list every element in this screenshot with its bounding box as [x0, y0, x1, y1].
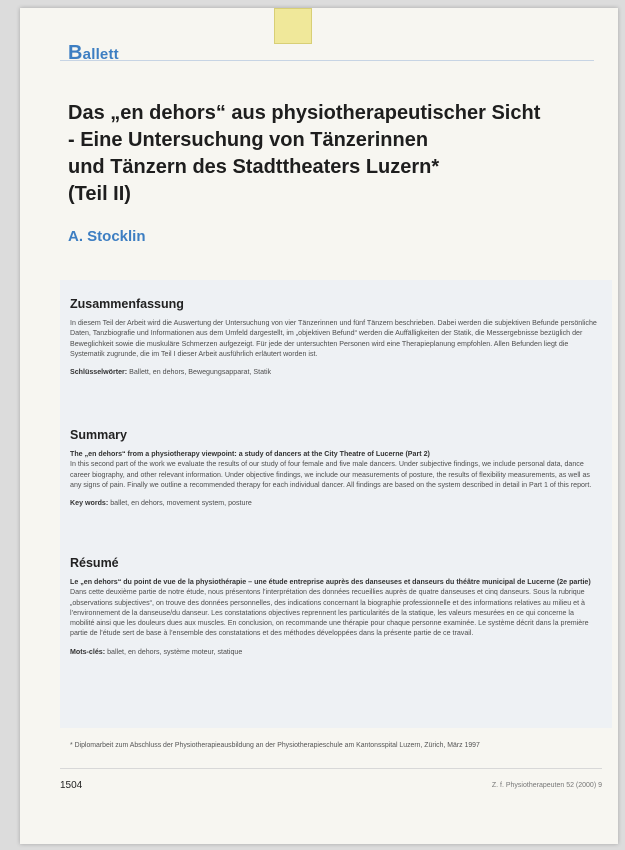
author: A. Stocklin: [68, 228, 146, 245]
footer-rule: [60, 768, 602, 769]
keywords-text: ballet, en dehors, movement system, posture: [108, 499, 252, 508]
resume-lead: Le „en dehors“ du point de vue de la physiothérapie – une étude entreprise auprès des danseuses et danseurs du théâtre municipal de Lucerne (2e partie): [70, 578, 591, 586]
resume-keywords: [70, 647, 600, 657]
resume-body: Dans cette deuxième partie de notre étude, nous présentons l’interprétation des données recueillies auprès de quatre danseuses et cinq danseurs. Sous la rubrique „observations subjectives“, on trouve des données personnelles, des indications concernant la biographie professionnelle et des informations relatives au milieu et à l’environnement de la danseuse/du danseur. Les constatations objectives reprennent les particularités de la statique, les valeurs mesurées en ce qui concerne la mobilité ainsi que les douleurs dues aux muscles. En conclusion, on recommande une thérapie pour chaque personne examinée. Le système décrit dans la première partie de l’étude sert de base à l’ensemble des constatations et des méthodes développées dans la présente partie de ce travail.: [70, 588, 589, 638]
journal-page: [20, 8, 618, 844]
zusammenfassung-body: In diesem Teil der Arbeit wird die Auswertung der Untersuchung von vier Tänzerinnen und fünf Tänzern beschrieben. Dabei werden die subjektiven Befunde persönliche Daten, Tanzbiografie und Informationen aus dem Umfeld dargestellt, im „objektiven Befund“ werden die Auffälligkeiten der Statik, die Messergebnisse bezüglich der Beweglichkeit sowie die muskuläre Schmerzen aufgezeigt. Für jede der untersuchten Personen wird eine Therapieplanung empfohlen. Allen Befunden liegt die Systematik zugrunde, die im Teil I dieser Arbeit ausführlich erläutert worden ist.: [70, 319, 597, 358]
abstract-box: [60, 280, 612, 728]
journal-reference: Z. f. Physiotherapeuten 52 (2000) 9: [491, 782, 602, 789]
section-header: [68, 42, 119, 65]
zusammenfassung-heading: Zusammenfassung: [70, 297, 184, 311]
title-line-2: - Eine Untersuchung von Tänzerinnen: [68, 129, 429, 151]
header-rule: [60, 60, 594, 61]
title-line-3: und Tänzern des Stadttheaters Luzern*: [68, 156, 440, 178]
summary-heading: Summary: [70, 428, 127, 442]
article-title: [68, 100, 588, 208]
title-line-1: Das „en dehors“ aus physiotherapeutischer Sicht: [68, 102, 541, 124]
keywords-label: Mots-clés:: [70, 647, 106, 656]
zusammenfassung-keywords: [70, 367, 600, 377]
summary-body: In this second part of the work we evaluate the results of our study of four female and five male dancers. Under subjective findings, we include personal data, dance career biography, and other relevant information. Under objective findings, we include our measurements of posture, the results of flexibility measurements, as well as any signs of pain. Finally we outline a recommended therapy for each individual dancer. All findings are based on the system described in detail in Part 1 of this report.: [70, 460, 592, 489]
resume-block: [70, 556, 600, 657]
keywords-label: Schlüsselwörter:: [70, 368, 128, 377]
title-line-4: (Teil II): [68, 183, 131, 205]
keywords-text: ballet, en dehors, système moteur, statique: [105, 647, 243, 656]
footnote: * Diplomarbeit zum Abschluss der Physiotherapieausbildung an der Physiotherapieschule am Kantonsspital Luzern, Zürich, März 1997: [70, 742, 480, 749]
summary-lead: The „en dehors“ from a physiotherapy viewpoint: a study of dancers at the City Theatre of Lucerne (Part 2): [70, 450, 430, 458]
summary-block: [70, 428, 600, 508]
keywords-text: Ballett, en dehors, Bewegungsapparat, Statik: [127, 368, 272, 377]
section-header-rest: allett: [82, 46, 119, 63]
resume-heading: Résumé: [70, 556, 119, 570]
keywords-label: Key words:: [70, 499, 109, 508]
sticky-note-tab: [274, 8, 312, 44]
page-number: 1504: [60, 780, 83, 791]
summary-keywords: [70, 498, 600, 508]
zusammenfassung-block: [70, 297, 600, 377]
section-header-cap: B: [68, 42, 83, 64]
